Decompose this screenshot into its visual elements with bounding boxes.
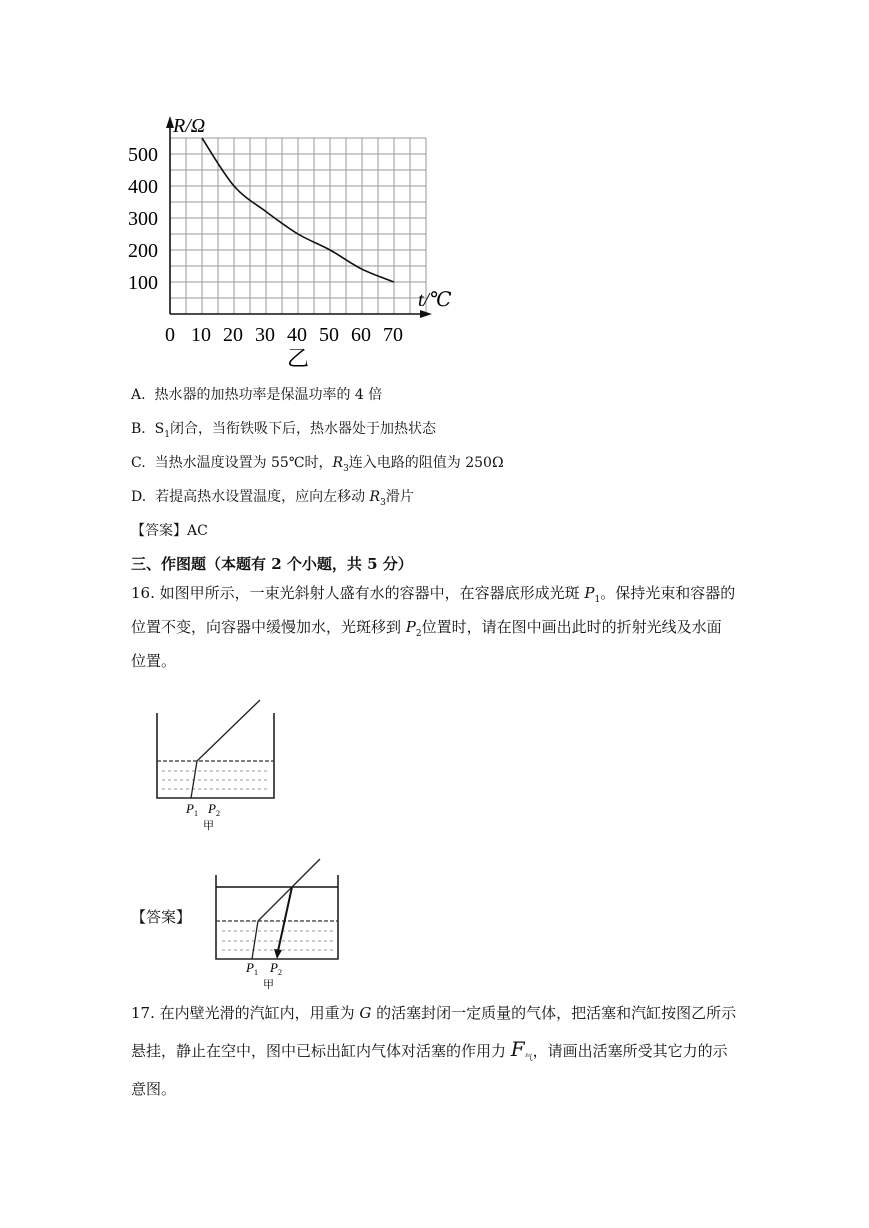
q17-line3: 意图。 — [131, 1080, 177, 1098]
q17-f-sub: 气 — [524, 1053, 533, 1062]
fig-p2-sub: 2 — [216, 809, 220, 818]
x-tick-label: 60 — [351, 324, 371, 346]
refracted-ray — [191, 761, 197, 798]
answer-p2-sub: 2 — [278, 968, 282, 977]
fig-p1-label: P — [186, 801, 194, 816]
q17-text-2a: 悬挂，静止在空中，图中已标出缸内气体对活塞的作用力 — [131, 1042, 511, 1060]
answer-p1-sub: 1 — [254, 968, 258, 977]
q16-text-2a: 位置不变，向容器中缓慢加水，光斑移到 — [131, 618, 406, 636]
option-d — [131, 488, 414, 512]
y-tick-label: 500 — [128, 144, 158, 166]
chart-caption: 乙 — [287, 346, 310, 371]
option-d-pre: 若提高热水设置温度，应向左移动 — [155, 489, 370, 505]
q16-line2 — [131, 618, 722, 643]
q16-p2-sub: 2 — [415, 629, 422, 639]
incident-ray — [197, 700, 260, 761]
option-d-sub: 3 — [380, 497, 386, 508]
y-tick-label: 400 — [128, 176, 158, 198]
q17-f: F — [510, 1037, 525, 1061]
option-a-letter: A. — [131, 387, 146, 403]
option-a — [131, 386, 382, 404]
q16-p2: P — [405, 618, 416, 636]
x-axis-label: t/℃ — [418, 289, 452, 311]
answer-p2-label: P — [270, 960, 278, 975]
q16-text-2b: 位置时，请在图中画出此时的折射光线及水面 — [421, 618, 722, 636]
option-b — [131, 420, 436, 444]
q16-p1: P — [584, 584, 595, 602]
option-c-pre: 当热水温度设置为 55℃时， — [154, 455, 333, 471]
chart-grid — [170, 138, 426, 314]
answer-old-incident-ray — [258, 887, 292, 921]
x-tick-label: 70 — [383, 324, 403, 346]
q16-text-1: 16. 如图甲所示，一束光斜射人盛有水的容器中，在容器底形成光斑 — [131, 584, 585, 602]
answer-fig-caption: 甲 — [263, 979, 274, 991]
fig-p1-sub: 1 — [194, 809, 198, 818]
option-c-sub: 3 — [343, 463, 349, 474]
option-c-var: R — [332, 455, 344, 471]
figure-jia — [150, 695, 285, 835]
option-b-sub: 1 — [164, 429, 170, 440]
answer-old-refracted-ray — [252, 921, 258, 959]
fig-jia-caption: 甲 — [203, 820, 214, 832]
fig-p2-label: P — [208, 801, 216, 816]
x-tick-label: 40 — [287, 324, 307, 346]
q17-text-1b: 的活塞封闭一定质量的气体，把活塞和汽缸按图乙所示 — [371, 1004, 737, 1022]
chart-axes — [166, 116, 432, 318]
x-tick-label: 50 — [319, 324, 339, 346]
option-c-letter: C. — [131, 455, 146, 471]
x-tick-label: 10 — [191, 324, 211, 346]
option-d-letter: D. — [131, 489, 147, 505]
answer-incident-ray — [292, 859, 320, 887]
answer-16-figure — [208, 855, 353, 995]
q16-line1 — [131, 584, 735, 609]
option-a-text: 热水器的加热功率是保温功率的 4 倍 — [154, 387, 383, 403]
y-axis-label: R/Ω — [173, 115, 206, 137]
q16-p1-sub: 1 — [594, 595, 601, 605]
answer-15: 【答案】AC — [131, 523, 208, 539]
answer-p1-label: P — [246, 960, 254, 975]
option-c-post: 连入电路的阻值为 250Ω — [348, 455, 504, 471]
resistance-temperature-chart — [120, 108, 470, 378]
q16-line3: 位置。 — [131, 652, 177, 670]
container-outline — [157, 713, 274, 798]
option-d-post: 滑片 — [385, 489, 414, 505]
option-d-var: R — [369, 489, 381, 505]
option-b-text: 闭合，当衔铁吸下后，热水器处于加热状态 — [169, 421, 436, 437]
option-b-symbol: S — [154, 421, 165, 437]
q16-text-1-end: 。保持光束和容器的 — [600, 584, 736, 602]
y-tick-label: 100 — [128, 272, 158, 294]
section-3-heading: 三、作图题（本题有 2 个小题，共 5 分） — [131, 555, 413, 573]
q17-g: G — [359, 1004, 372, 1022]
option-b-letter: B. — [131, 421, 146, 437]
q17-line1 — [131, 1004, 736, 1022]
q17-text-1a: 17. 在内壁光滑的汽缸内，用重为 — [131, 1004, 360, 1022]
x-tick-label: 0 — [165, 324, 175, 346]
y-tick-label: 200 — [128, 240, 158, 262]
x-tick-label: 20 — [223, 324, 243, 346]
option-c — [131, 454, 504, 478]
y-tick-label: 300 — [128, 208, 158, 230]
answer-arrow-head — [274, 949, 282, 959]
q17-text-2b: ，请画出活塞所受其它力的示 — [532, 1042, 728, 1060]
x-tick-label: 30 — [255, 324, 275, 346]
answer-16-label: 【答案】 — [131, 908, 192, 926]
q17-line2 — [131, 1037, 728, 1067]
